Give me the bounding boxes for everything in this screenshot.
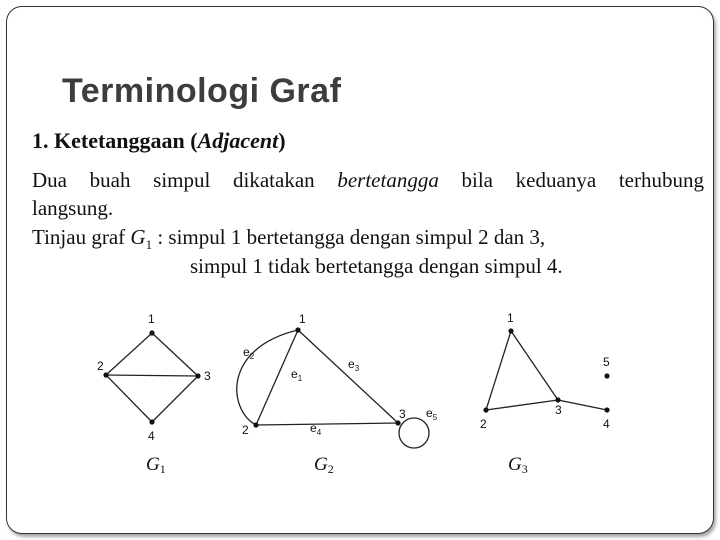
paragraph-line-2: langsung. bbox=[32, 196, 114, 220]
node-4 bbox=[604, 407, 609, 412]
edge-e3 bbox=[298, 330, 398, 423]
word: terhubung bbox=[618, 168, 704, 192]
tinjau-line-2: simpul 1 tidak bertetangga dengan simpul 4. bbox=[190, 254, 563, 278]
edge-1-3 bbox=[152, 333, 198, 376]
node-label: 2 bbox=[97, 359, 104, 373]
node-label: 1 bbox=[148, 312, 155, 326]
graph-g1 bbox=[106, 333, 198, 422]
edge-label-e1: $e_1$ bbox=[291, 367, 303, 383]
word: simpul bbox=[153, 168, 211, 192]
node-label: 3 bbox=[204, 369, 211, 383]
graph-name-g2 bbox=[314, 454, 334, 476]
heading-number: 1. Ketetanggaan ( bbox=[32, 128, 198, 153]
tinjau-sub: 1 bbox=[145, 237, 153, 253]
heading-term: Adjacent bbox=[197, 128, 279, 153]
edge-e4 bbox=[256, 423, 398, 425]
graph-name-g3 bbox=[508, 454, 528, 476]
heading-close: ) bbox=[278, 128, 286, 153]
word: Dua bbox=[32, 168, 67, 192]
word-emphasis: bertetangga bbox=[337, 168, 439, 192]
graph-letter: G bbox=[508, 454, 522, 475]
graph-sub: 2 bbox=[327, 462, 334, 476]
edge-2-3 bbox=[106, 375, 198, 376]
tinjau-graph: G bbox=[130, 225, 146, 249]
tinjau-rest: : simpul 1 bertetangga dengan simpul 2 dan 3, bbox=[152, 225, 546, 249]
graph-sub: 3 bbox=[521, 462, 528, 476]
edge-1-3 bbox=[511, 331, 558, 400]
edge-2-3 bbox=[486, 400, 558, 410]
node-2 bbox=[483, 407, 488, 412]
edge-1-2 bbox=[486, 331, 511, 410]
node-label: 1 bbox=[507, 311, 514, 325]
node-1 bbox=[508, 328, 513, 333]
node-label: 1 bbox=[299, 312, 306, 326]
node-label: 4 bbox=[603, 417, 610, 431]
node-4 bbox=[149, 419, 154, 424]
node-1 bbox=[295, 327, 300, 332]
graph-name-g1 bbox=[146, 454, 166, 476]
edge-3-4 bbox=[558, 400, 607, 410]
node-3 bbox=[555, 397, 560, 402]
graph-g3 bbox=[486, 331, 607, 410]
edge-3-4 bbox=[152, 376, 198, 422]
node-label: 4 bbox=[148, 429, 155, 443]
edge-1-2 bbox=[106, 333, 152, 375]
node-label: 2 bbox=[480, 417, 487, 431]
word: keduanya bbox=[515, 168, 597, 192]
word: dikatakan bbox=[233, 168, 315, 192]
edge-label-e4: $e_4$ bbox=[310, 421, 322, 437]
node-3 bbox=[395, 420, 400, 425]
node-label: 5 bbox=[603, 355, 610, 369]
node-label: 2 bbox=[242, 423, 249, 437]
node-2 bbox=[103, 372, 108, 377]
edge-label-e5: $e_5$ bbox=[426, 406, 438, 422]
node-5 bbox=[604, 373, 609, 378]
tinjau-prefix: Tinjau graf bbox=[32, 225, 131, 249]
edge-label-e2: $e_2$ bbox=[243, 345, 255, 361]
node-label: 3 bbox=[399, 407, 406, 421]
node-1 bbox=[149, 330, 154, 335]
edge-label-e3: $e_3$ bbox=[348, 357, 360, 373]
graph-g2 bbox=[237, 330, 429, 448]
node-3 bbox=[195, 373, 200, 378]
graph-letter: G bbox=[146, 454, 160, 475]
word: buah bbox=[89, 168, 131, 192]
node-label: 3 bbox=[555, 403, 562, 417]
node-2 bbox=[253, 422, 258, 427]
edge-e5-loop bbox=[399, 418, 429, 448]
graph-letter: G bbox=[314, 454, 328, 475]
word: bila bbox=[461, 168, 493, 192]
edge-2-4 bbox=[106, 375, 152, 422]
graph-sub: 1 bbox=[159, 462, 166, 476]
slide-title: Terminologi Graf bbox=[62, 72, 342, 110]
